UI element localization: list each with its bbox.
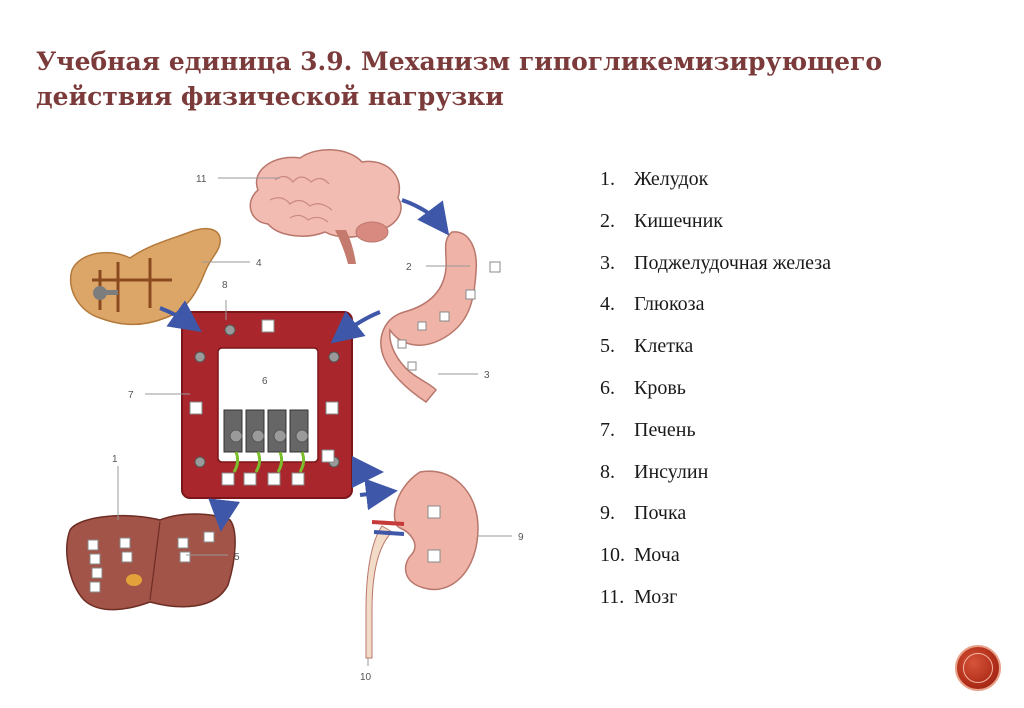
- round-nav-button-icon[interactable]: [955, 645, 1001, 691]
- callout-5: 5: [234, 552, 240, 563]
- physiology-diagram: [0, 140, 560, 700]
- callout-8: 8: [222, 280, 228, 291]
- legend-label: Кишечник: [634, 209, 724, 232]
- callout-10: 10: [360, 672, 372, 683]
- legend-label: Моча: [634, 544, 680, 567]
- callout-4: 4: [256, 258, 262, 269]
- legend-item: 1. Желудок: [600, 166, 831, 208]
- legend-item: 2. Кишечник: [600, 208, 831, 250]
- legend-label: Клетка: [634, 335, 694, 358]
- legend-item: 6. Кровь: [600, 375, 831, 417]
- legend-item: 3. Поджелудочная железа: [600, 250, 831, 292]
- slide-title-line-2: действия физической нагрузки: [36, 82, 504, 111]
- legend-list: [600, 166, 831, 626]
- callout-11: 11: [196, 174, 207, 185]
- slide-title-line-1: Учебная единица 3.9. Механизм гипогликемизирующего: [36, 47, 883, 76]
- legend-item: 10. Моча: [600, 542, 831, 584]
- pancreas: [71, 229, 221, 325]
- blood-frame: [182, 312, 352, 498]
- legend-label: Глюкоза: [634, 293, 705, 316]
- legend-item: 5. Клетка: [600, 333, 831, 375]
- legend-item: 11. Мозг: [600, 584, 831, 626]
- legend-item: 7. Печень: [600, 417, 831, 459]
- callout-7: 7: [128, 390, 134, 401]
- callout-3: 3: [484, 370, 490, 381]
- legend-item: 9. Почка: [600, 500, 831, 542]
- legend-label: Желудок: [634, 168, 709, 190]
- nav-button-ring: [963, 653, 993, 683]
- callout-9: 9: [518, 532, 524, 543]
- callout-2: 2: [406, 262, 412, 273]
- legend-item: 4. Глюкоза: [600, 291, 831, 333]
- callout-1: 1: [112, 454, 118, 465]
- brain: [250, 150, 401, 264]
- legend-label: Печень: [634, 418, 696, 441]
- callout-6: 6: [262, 376, 268, 387]
- slide-title: [36, 44, 936, 114]
- legend-label: Мозг: [634, 585, 678, 608]
- legend-label: Инсулин: [634, 460, 709, 483]
- legend-item: 8. Инсулин: [600, 459, 831, 501]
- kidney: [366, 471, 478, 658]
- legend-label: Почка: [634, 502, 687, 525]
- stomach: [381, 232, 476, 402]
- legend-label: Поджелудочная железа: [634, 251, 832, 274]
- legend-label: Кровь: [634, 376, 686, 399]
